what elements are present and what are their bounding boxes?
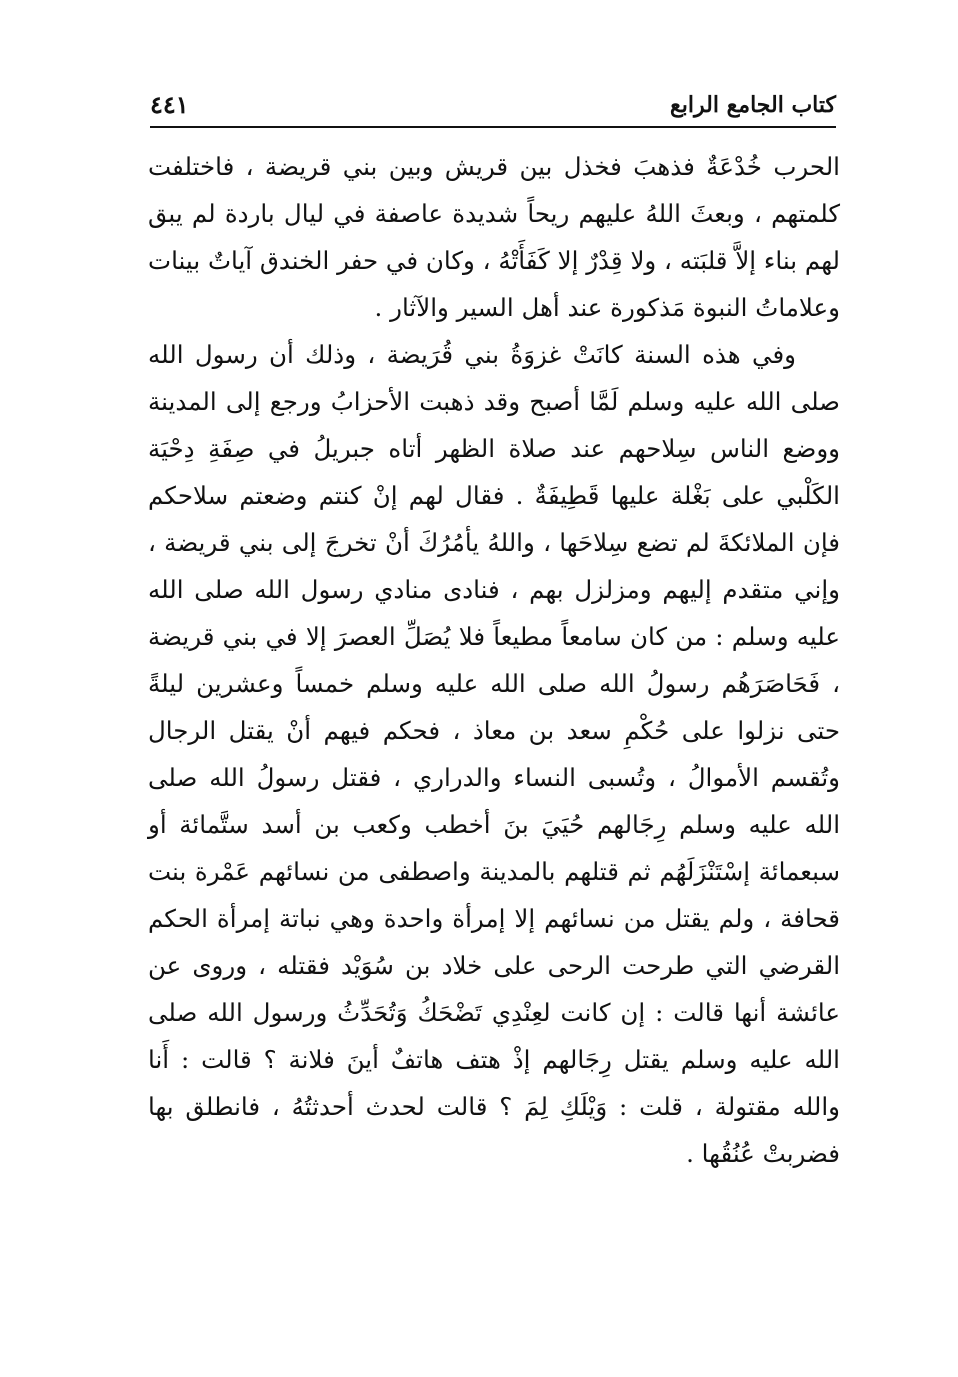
page-header [150,88,836,126]
paragraph-continuation: الحرب خُدْعَةٌ فذهبَ فخذل بين قريش وبين بني قريضة ، فاختلفت كلمتهم ، وبعثَ اللهُ عليهم ريحاً شديدة عاصفة في ليال باردة لم يبق لهم بناء إلاَّ قلبَته ، ولا قِدْرٌ إلا كَفَأَتْهُ ، وكان في حفر الخندق آياتٌ بينات وعلاماتُ النبوة مَذكورة عند أهل السير والآثار . [148,152,840,322]
body-text [148,143,840,1177]
page-number: ٤٤١ [150,90,189,119]
header-divider [150,126,836,128]
paragraph-banu-qurayza: وفي هذه السنة كانَتْ غزوَةُ بني قُرَيضة ، وذلك أن رسول الله صلى الله عليه وسلم لَمَّا أصبح وقد ذهبت الأحزابُ ورجع إلى المدينة ووضع الناس سِلاحهم عند صلاة الظهر أتاه جبريلُ في صِفَةِ دِحْيَة الكَلْبي على بَغْلة عليها قَطِيفَةٌ . فقال لهم إنْ كنتم وضعتم سلاحكم فإن الملائكةَ لم تضع سِلاحَها ، واللهُ يأمُرُكَ أنْ تخرجَ إلى بني قريضة ، وإني متقدم إليهم ومزلزل بهم ، فنادى منادي رسول الله صلى الله عليه وسلم : من كان سامعاً مطيعاً فلا يُصَلِّ العصرَ إلا في بني قريضة ، فَحَاصَرَهُم رسولُ الله صلى الله عليه وسلم خمساً وعشرين ليلةً حتى نزلوا على حُكْمِ سعد بن معاذ ، فحكم فيهم أنْ يقتل الرجال وتُقسم الأموالُ ، وتُسبى النساء والدراري ، فقتل رسولُ الله صلى الله عليه وسلم رِجَالهم حُيَيَ بنَ أخطب وكعب بن أسد ستَّمائة أو سبعمائة إسْتَنْزَلَهُم ثم قتلهم بالمدينة واصطفى من نسائهم عَمْرة بنت قحافة ، ولم يقتل من نسائهم إلا إمرأة واحدة وهي نباتة إمرأة الحكم القرضي التي طرحت الرحى على خلاد بن سُوَيْد فقتله ، وروى عن عائشة أنها قالت : إن كانت لعِنْدِي تَضْحَكُ وَتُحَدِّثُ ورسول الله صلى الله عليه وسلم يقتل رِجَالهم إذْ هتف هاتفٌ أينَ فلانة ؟ قالت : أَنا والله مقتولة ، قلت : وَيْلَكِ لِمَ ؟ قالت لحدث أحدثتُهُ ، فانطلق بها فضربتْ عُنُقُها . [148,340,840,1168]
running-title: كتاب الجامع الرابع [670,92,836,118]
